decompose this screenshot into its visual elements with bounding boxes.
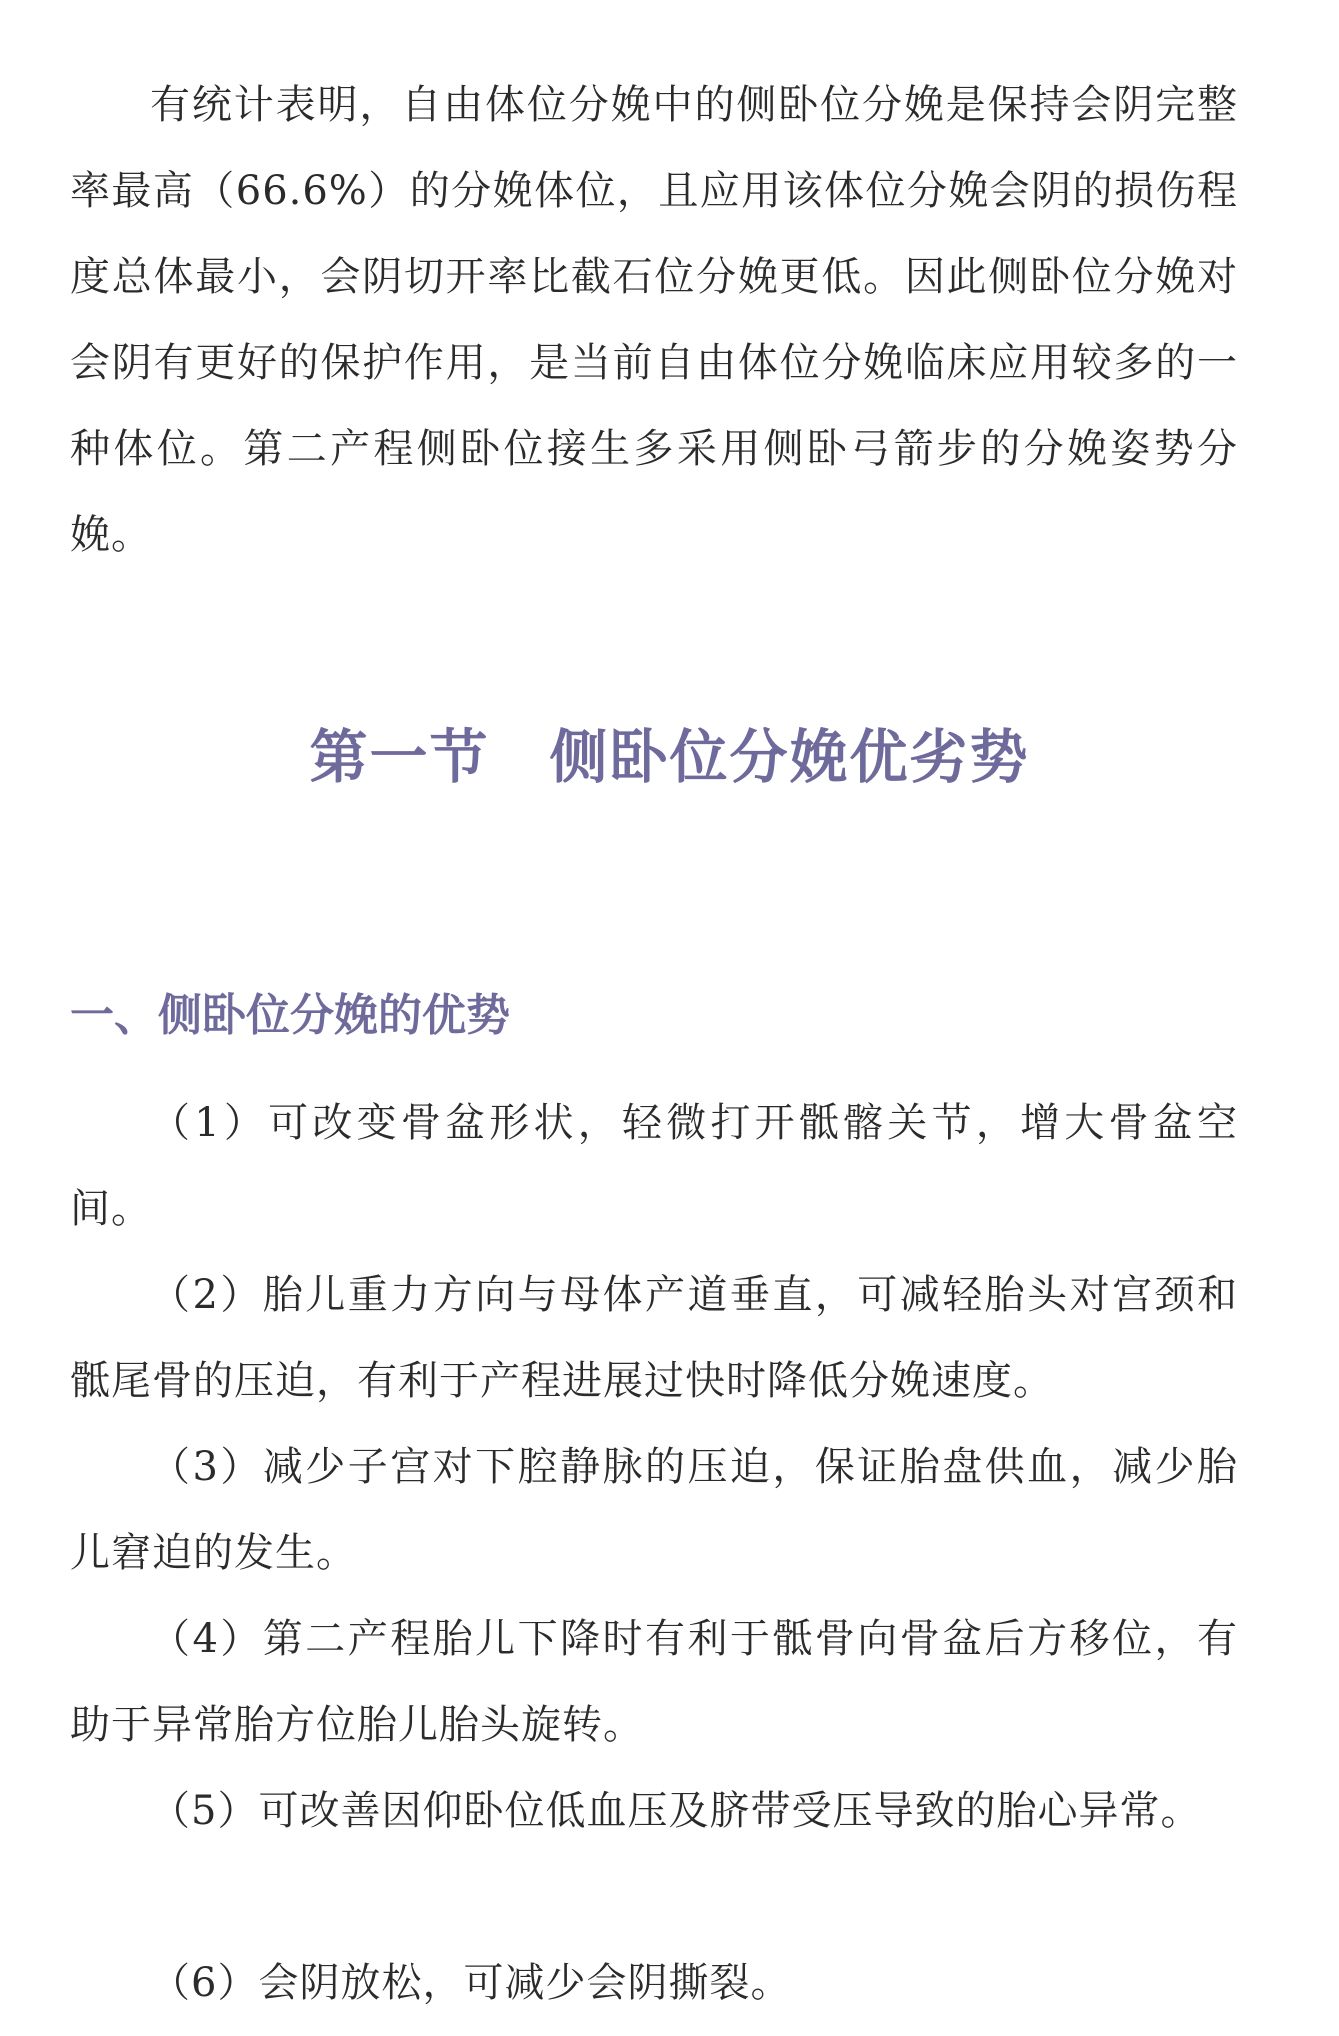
subsection-heading: 一、侧卧位分娩的优势 bbox=[70, 990, 510, 1041]
advantage-item-1: （1）可改变骨盆形状，轻微打开骶髂关节，增大骨盆空间。 bbox=[70, 1100, 1238, 1232]
advantage-item-6: （6）会阴放松，可减少会阴撕裂。 bbox=[150, 1960, 792, 2006]
advantage-item-2: （2）胎儿重力方向与母体产道垂直，可减轻胎头对宫颈和骶尾骨的压迫，有利于产程进展过快时降低分娩速度。 bbox=[70, 1272, 1238, 1404]
section-title: 第一节 侧卧位分娩优劣势 bbox=[309, 723, 1030, 791]
intro-paragraph: 有统计表明，自由体位分娩中的侧卧位分娩是保持会阴完整率最高（66.6%）的分娩体位，且应用该体位分娩会阴的损伤程度总体最小，会阴切开率比截石位分娩更低。因此侧卧位分娩对会阴有更好的保护作用，是当前自由体位分娩临床应用较多的一种体位。第二产程侧卧位接生多采用侧卧弓箭步的分娩姿势分娩。 bbox=[70, 82, 1238, 558]
advantage-item-4: （4）第二产程胎儿下降时有利于骶骨向骨盆后方移位，有助于异常胎方位胎儿胎头旋转。 bbox=[70, 1616, 1238, 1748]
advantage-item-5: （5）可改善因仰卧位低血压及脐带受压导致的胎心异常。 bbox=[150, 1788, 1202, 1834]
advantage-item-3: （3）减少子宫对下腔静脉的压迫，保证胎盘供血，减少胎儿窘迫的发生。 bbox=[70, 1444, 1238, 1576]
